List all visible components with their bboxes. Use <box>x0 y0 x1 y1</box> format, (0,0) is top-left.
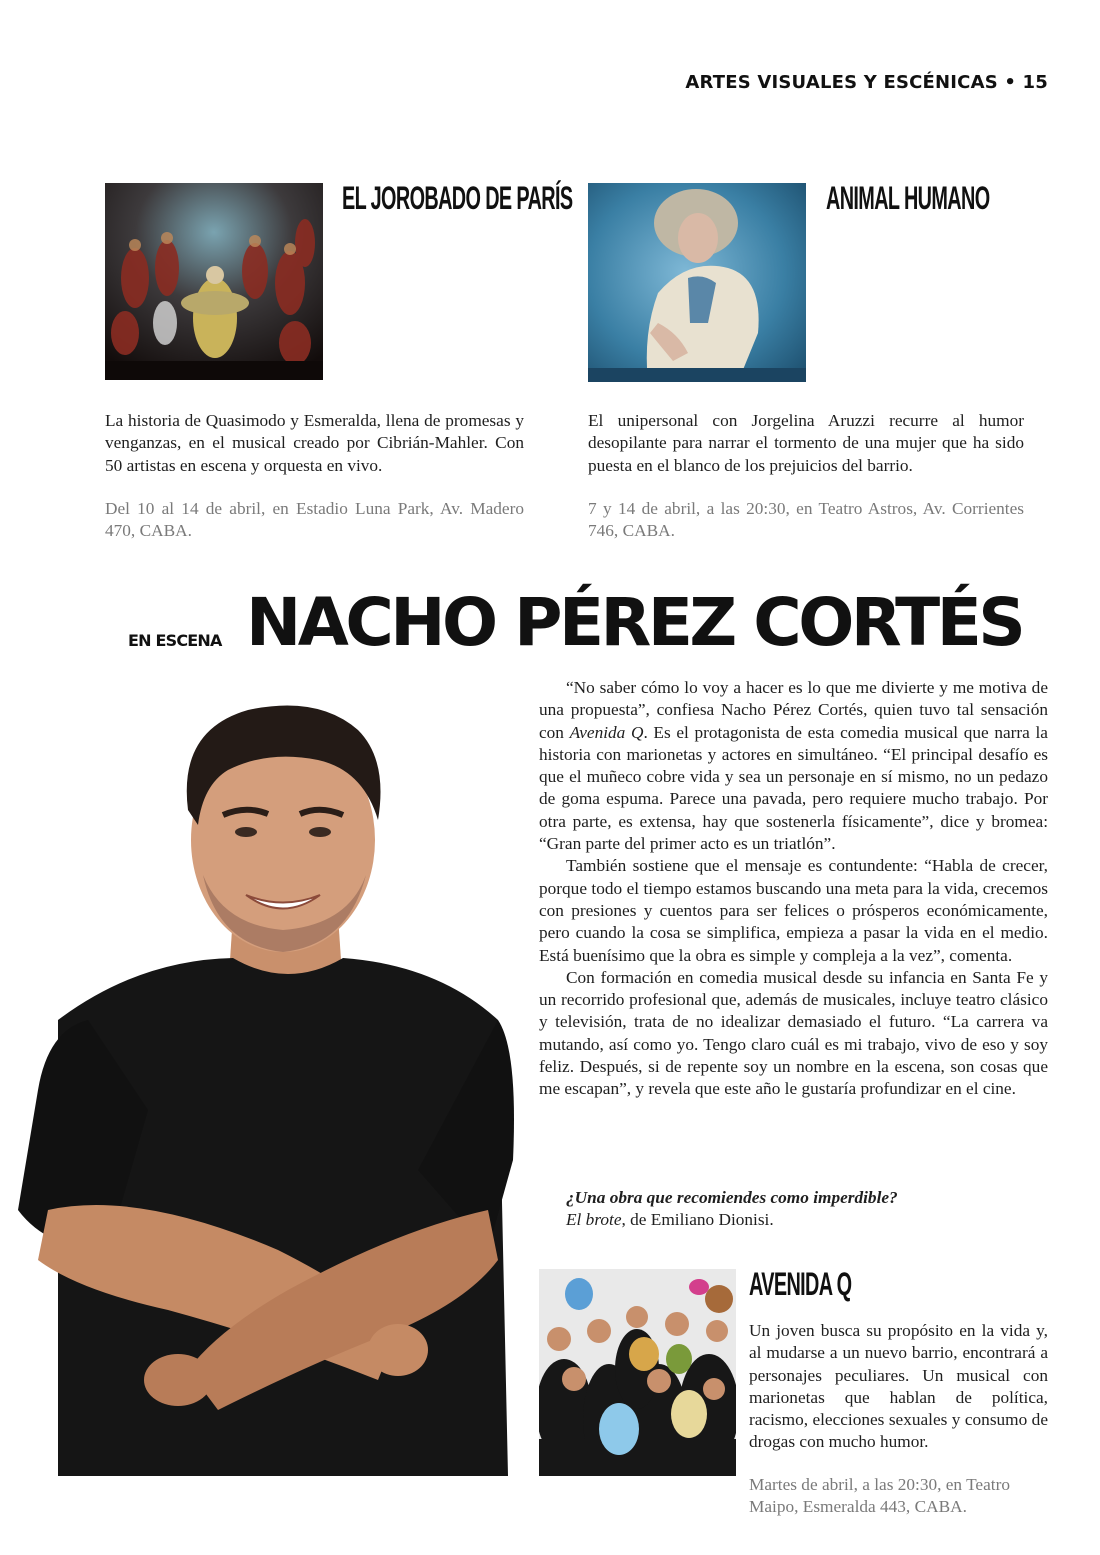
feature-answer-title: El brote <box>566 1210 622 1230</box>
feature-kicker: EN ESCENA <box>128 631 222 650</box>
section-name: ARTES VISUALES Y ESCÉNICAS <box>685 72 998 93</box>
show-title-jorobado: EL JOROBADO DE PARÍS <box>342 180 573 216</box>
feature-paragraph-1-text: “No saber cómo lo voy a hacer es lo que me divierte y me motiva de una propuesta”, confiesa Nacho Pérez Cortés, quien tuvo tal sensación con <box>539 678 1048 742</box>
feature-paragraph-2: También sostiene que el mensaje es contundente: “Habla de crecer, porque todo el tiempo estamos buscando una meta para la vida, crecemos con presiones y cuentos para ser felices o prósperos económicamente, pero cuando la cosa se simplifica, empieza a pasar la vida en el medio. Está buenísimo que la obra es simple y compleja a la vez”, comenta. <box>539 856 1048 965</box>
show-details-avenida-q: Martes de abril, a las 20:30, en Teatro Maipo, Esmeralda 443, CABA. <box>749 1475 1010 1517</box>
feature-name: NACHO PÉREZ CORTÉS <box>246 584 1023 661</box>
avenida-q-photo <box>539 1269 736 1476</box>
feature-paragraph-1 <box>539 677 1048 855</box>
feature-question: ¿Una obra que recomiendes como imperdible? <box>566 1188 898 1207</box>
animal-humano-photo <box>588 183 806 382</box>
show-details-animal-humano: 7 y 14 de abril, a las 20:30, en Teatro Astros, Av. Corrientes 746, CABA. <box>588 499 1024 541</box>
feature-body <box>539 677 1048 1101</box>
feature-answer-rest: , de Emiliano Dionisi. <box>621 1210 774 1230</box>
feature-show-name: Avenida Q <box>569 722 644 742</box>
portrait-photo <box>18 690 518 1476</box>
show-title-avenida-q: AVENIDA Q <box>749 1266 852 1302</box>
feature-paragraph-1-text-end: . Es el protagonista de esta comedia musical que narra la historia con marionetas y actores en simultáneo. “El principal desafío es que el muñeco cobre vida y sea un personaje en sí mismo, no un pedazo de goma espuma. Parece una pavada, pero requiere mucho trabajo. Por otra parte, es extensa, hay que sostenerla físicamente”, dice y bromea: “Gran parte del primer acto es un triatlón”. <box>539 722 1048 854</box>
header-separator: • <box>1004 72 1017 93</box>
section-header <box>685 72 1048 93</box>
feature-paragraph-3: Con formación en comedia musical desde su infancia en Santa Fe y un recorrido profesional que, además de musicales, incluye teatro clásico y televisión, trata de no idealizar demasiado el futuro. “La carrera va mutando, así como yo. Tengo claro cuál es mi trabajo, vivo de eso y soy feliz. Después, si de repente soy un nombre en la escena, son cosas que me escapan”, y revela que este año le gustaría profundizar en el cine. <box>539 967 1048 1099</box>
show-title-animal-humano: ANIMAL HUMANO <box>826 180 990 216</box>
show-description-avenida-q: Un joven busca su propósito en la vida y, al mudarse a un nuevo barrio, encontrará a personajes peculiares. Un musical con marionetas que hablan de política, racismo, elecciones sexuales y consumo de drogas con mucho humor. <box>749 1321 1048 1452</box>
show-description-animal-humano: El unipersonal con Jorgelina Aruzzi recurre al humor desopilante para narrar el tormento de una mujer que ha sido puesta en el blanco de los prejuicios del barrio. <box>588 411 1024 475</box>
show-description-jorobado: La historia de Quasimodo y Esmeralda, llena de promesas y venganzas, en el musical creado por Cibrián-Mahler. Con 50 artistas en escena y orquesta en vivo. <box>105 411 524 475</box>
jorobado-photo <box>105 183 323 380</box>
page-number: 15 <box>1022 72 1048 93</box>
feature-qa <box>566 1187 1046 1232</box>
show-details-jorobado: Del 10 al 14 de abril, en Estadio Luna Park, Av. Madero 470, CABA. <box>105 499 524 541</box>
